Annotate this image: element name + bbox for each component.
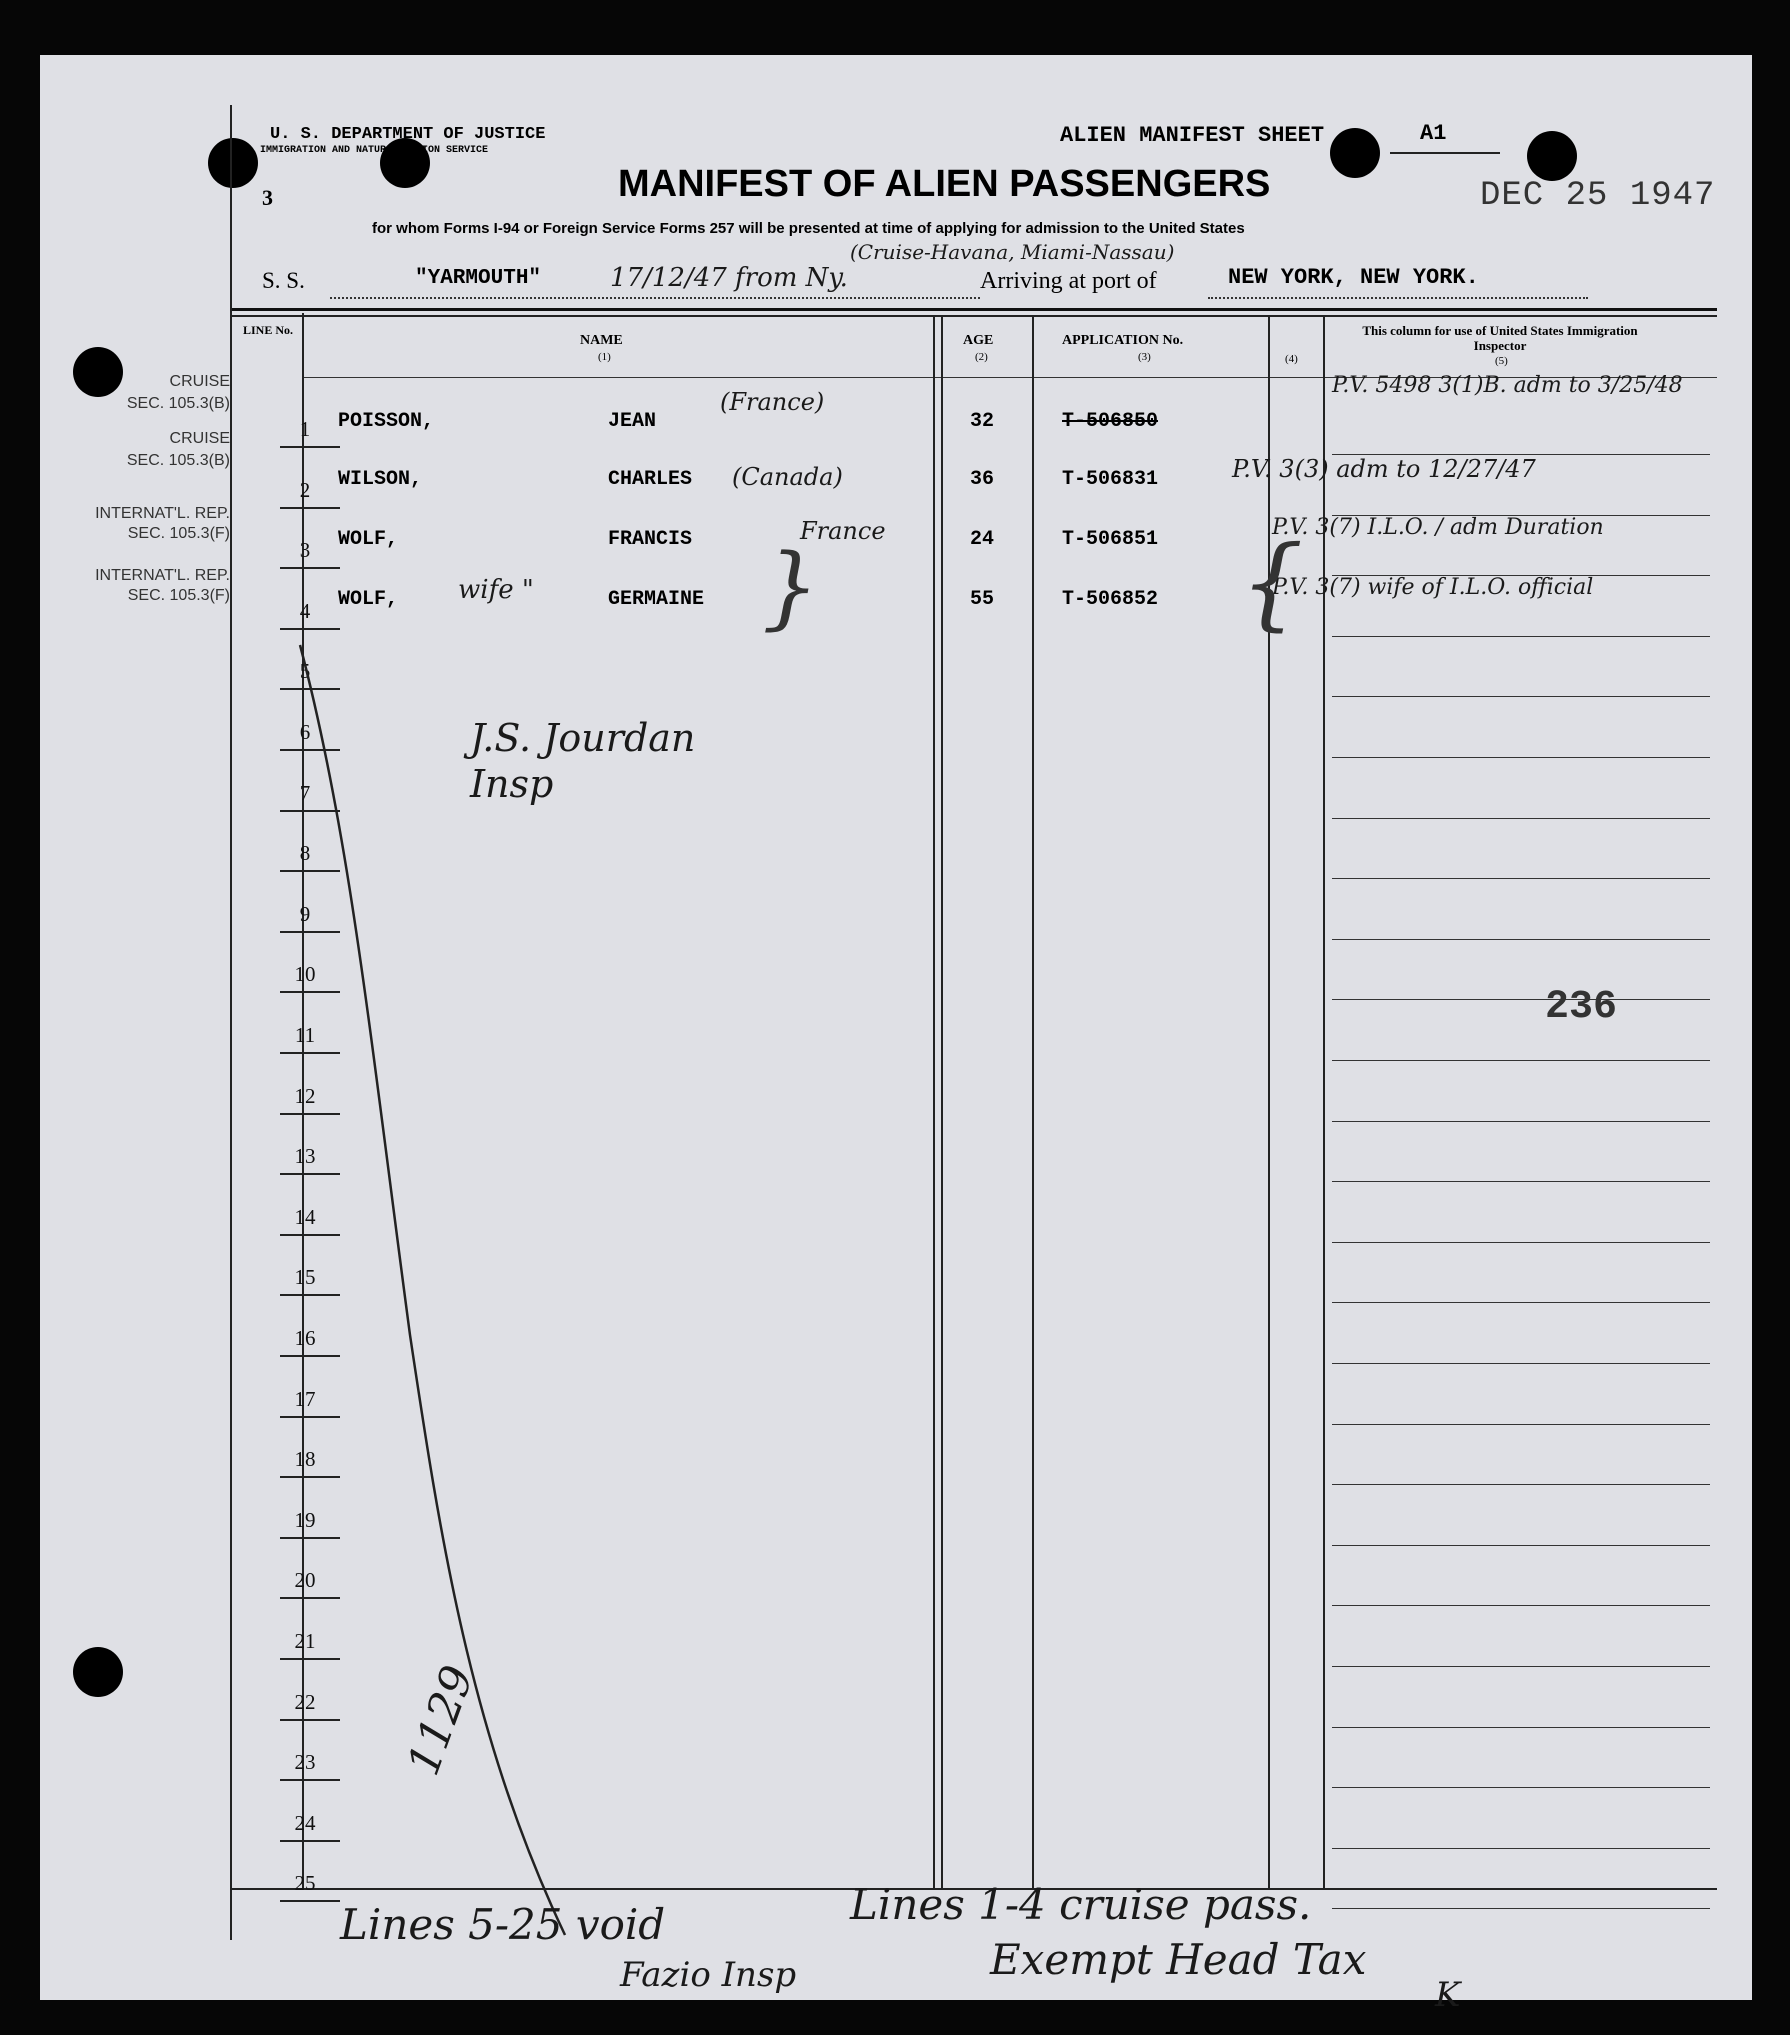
row-given-name: FRANCIS — [608, 528, 693, 551]
inspector-line-rule — [1332, 1302, 1710, 1303]
inspector-line-rule — [1332, 1060, 1710, 1061]
line-number: 12 — [294, 1083, 316, 1108]
side-stamp: INTERNAT'L. REP. — [95, 567, 230, 584]
inspector-line-rule — [1332, 999, 1710, 1000]
line-rule — [280, 507, 340, 509]
col4-divider — [1323, 317, 1325, 1888]
line-number: 14 — [294, 1204, 316, 1229]
punch-hole — [73, 1647, 123, 1697]
name-col-divider-a — [933, 317, 935, 1888]
inspector-line-rule — [1332, 1363, 1710, 1364]
col-header-name: NAME — [580, 333, 623, 348]
row-application: T-506831 — [1062, 468, 1159, 491]
sheet-number: A1 — [1420, 121, 1447, 146]
inspector-line-rule — [1332, 696, 1710, 697]
service-label: IMMIGRATION AND NATURALIZATION SERVICE — [260, 145, 489, 156]
line-number: 10 — [294, 962, 316, 987]
col-header-col4: (4) — [1285, 353, 1298, 365]
row-surname: WILSON, — [338, 468, 423, 491]
department-label: U. S. DEPARTMENT OF JUSTICE — [270, 125, 546, 144]
inspector-line-rule — [1332, 1181, 1710, 1182]
bottom-note-head-tax: Exempt Head Tax — [990, 1935, 1367, 1984]
line-number: 16 — [294, 1326, 316, 1350]
row-given-name: JEAN — [608, 410, 657, 433]
row-note-handwritten: France — [800, 517, 886, 545]
brace-mark: { — [1240, 524, 1304, 641]
void-pen-stroke — [290, 635, 610, 2035]
bottom-note-void: Lines 5-25 void — [340, 1900, 666, 1949]
side-stamp: SEC. 105.3(B) — [126, 452, 230, 469]
line-number: 11 — [294, 1023, 316, 1047]
inspector-line-rule — [1332, 636, 1710, 637]
inspector-line-rule — [1332, 1121, 1710, 1122]
age-col-divider — [1032, 317, 1034, 1888]
brace-mark: } — [762, 535, 820, 640]
ss-label: S. S. — [262, 268, 305, 293]
bottom-note-signature: Fazio Insp — [620, 1955, 797, 1995]
col-header-inspector: This column for use of United States Immigration Inspector — [1362, 323, 1638, 353]
row-application: T-506851 — [1062, 528, 1159, 551]
side-stamp: SEC. 105.3(F) — [127, 525, 230, 542]
bottom-note-cruise-pass: Lines 1-4 cruise pass. — [850, 1880, 1312, 1929]
line-number: 23 — [294, 1750, 316, 1775]
line-number: 21 — [294, 1629, 316, 1653]
line-number: 24 — [294, 1810, 316, 1835]
line-number: 7 — [299, 780, 311, 805]
row-inspector-note: P.V. 5498 3(1)B. adm to 3/25/48 — [1332, 373, 1683, 398]
sheet-number-rule — [1390, 152, 1500, 154]
row-surname: POISSON, — [338, 410, 435, 433]
line-number: 2 — [299, 477, 311, 502]
name-col-divider-b — [941, 317, 943, 1888]
side-stamp: SEC. 105.3(B) — [126, 395, 230, 412]
route-handwritten: (Cruise-Havana, Miami-Nassau) — [850, 240, 1175, 264]
line-number: 22 — [294, 1689, 316, 1714]
side-stamp: CRUISE — [169, 430, 230, 447]
inspector-line-rule — [1332, 878, 1710, 879]
line-number: 18 — [294, 1447, 316, 1472]
left-margin-rule — [230, 105, 232, 1940]
punch-hole — [1330, 128, 1380, 178]
line-number: 4 — [299, 598, 311, 623]
manifest-sheet — [40, 55, 1752, 2015]
punch-hole — [1527, 131, 1577, 181]
line-number: 20 — [294, 1568, 316, 1593]
line-number: 13 — [294, 1144, 316, 1169]
line-rule — [280, 567, 340, 569]
inspector-line-rule — [1332, 1424, 1710, 1425]
inspector-line-rule — [1332, 1484, 1710, 1485]
page-title: MANIFEST OF ALIEN PASSENGERS — [618, 163, 1271, 205]
punch-hole — [208, 138, 258, 188]
col-header-application: APPLICATION No. — [1062, 333, 1184, 348]
inspector-line-rule — [1332, 818, 1710, 819]
side-stamp: SEC. 105.3(F) — [127, 587, 230, 604]
row-surname: WOLF, — [338, 588, 399, 611]
inspector-line-rule — [1332, 1727, 1710, 1728]
line-rule — [280, 446, 340, 448]
side-stamp: CRUISE — [169, 373, 230, 390]
line-number: 9 — [299, 901, 311, 926]
ship-date-handwritten: 17/12/47 from Ny. — [610, 263, 848, 293]
number-1129-handwritten: 1129 — [397, 1659, 485, 1782]
row-application: T-506850 — [1062, 410, 1159, 433]
bottom-note-mark: K — [1435, 1975, 1461, 2015]
row-given-name: GERMAINE — [608, 588, 705, 611]
row-note-handwritten: (Canada) — [732, 463, 843, 491]
line-number: 1 — [299, 417, 311, 441]
row-given-name: CHARLES — [608, 468, 693, 491]
row-inspector-note: P.V. 3(3) adm to 12/27/47 — [1232, 455, 1536, 483]
row-age: 24 — [970, 528, 995, 551]
col-header-age: AGE — [963, 333, 994, 348]
row-note-handwritten: wife " — [458, 575, 534, 605]
col-header-line: LINE No. — [242, 323, 293, 337]
row-surname: WOLF, — [338, 528, 399, 551]
arriving-label: Arriving at port of — [980, 268, 1157, 294]
line-number: 5 — [299, 659, 311, 684]
row-inspector-note: P.V. 3(7) wife of I.L.O. official — [1272, 575, 1594, 600]
line-number: 8 — [299, 841, 311, 866]
inspector-line-rule — [1332, 1787, 1710, 1788]
line-number: 19 — [294, 1507, 316, 1532]
line-rule — [280, 628, 340, 630]
row-age: 55 — [970, 588, 995, 611]
page-stamp-number: 236 — [1545, 985, 1618, 1030]
row-application: T-506852 — [1062, 588, 1159, 611]
inspector-line-rule — [1332, 1908, 1710, 1909]
line-number: 17 — [294, 1386, 316, 1411]
line-number: 15 — [294, 1265, 316, 1290]
inspector-initials-handwritten: J.S. Jourdan Insp — [470, 716, 696, 806]
col-header-inspector-num: (5) — [1495, 355, 1508, 367]
ship-name: "YARMOUTH" — [415, 267, 542, 290]
inspector-line-rule — [1332, 757, 1710, 758]
inspector-line-rule — [1332, 1605, 1710, 1606]
port-rule — [1208, 297, 1588, 299]
subtitle: for whom Forms I-94 or Foreign Service Forms 257 will be presented at time of applying for admission to the United States — [372, 220, 1245, 237]
inspector-line-rule — [1332, 1545, 1710, 1546]
col-header-age-num: (2) — [975, 351, 988, 363]
table-top-rule — [232, 308, 1717, 311]
line-number: 6 — [299, 720, 311, 744]
port-name: NEW YORK, NEW YORK. — [1228, 265, 1479, 290]
sheet-label: ALIEN MANIFEST SHEET — [1060, 123, 1325, 148]
inspector-line-rule — [1332, 1242, 1710, 1243]
line-number: 3 — [299, 538, 311, 563]
side-stamp: INTERNAT'L. REP. — [95, 505, 230, 522]
inspector-line-rule — [1332, 1848, 1710, 1849]
row-age: 32 — [970, 410, 995, 433]
corner-number: 3 — [262, 185, 273, 210]
col-header-application-num: (3) — [1138, 351, 1151, 363]
ss-rule — [330, 297, 980, 299]
date-stamp: DEC 25 1947 — [1480, 177, 1716, 215]
row-note-handwritten: (France) — [720, 388, 825, 416]
inspector-line-rule — [1332, 939, 1710, 940]
col-header-name-num: (1) — [598, 351, 611, 363]
line-number: 25 — [294, 1871, 316, 1896]
table-top-rule-2 — [232, 315, 1717, 317]
inspector-line-rule — [1332, 1666, 1710, 1667]
row-inspector-note: P.V. 3(7) I.L.O. / adm Duration — [1272, 515, 1604, 540]
row-age: 36 — [970, 468, 995, 491]
